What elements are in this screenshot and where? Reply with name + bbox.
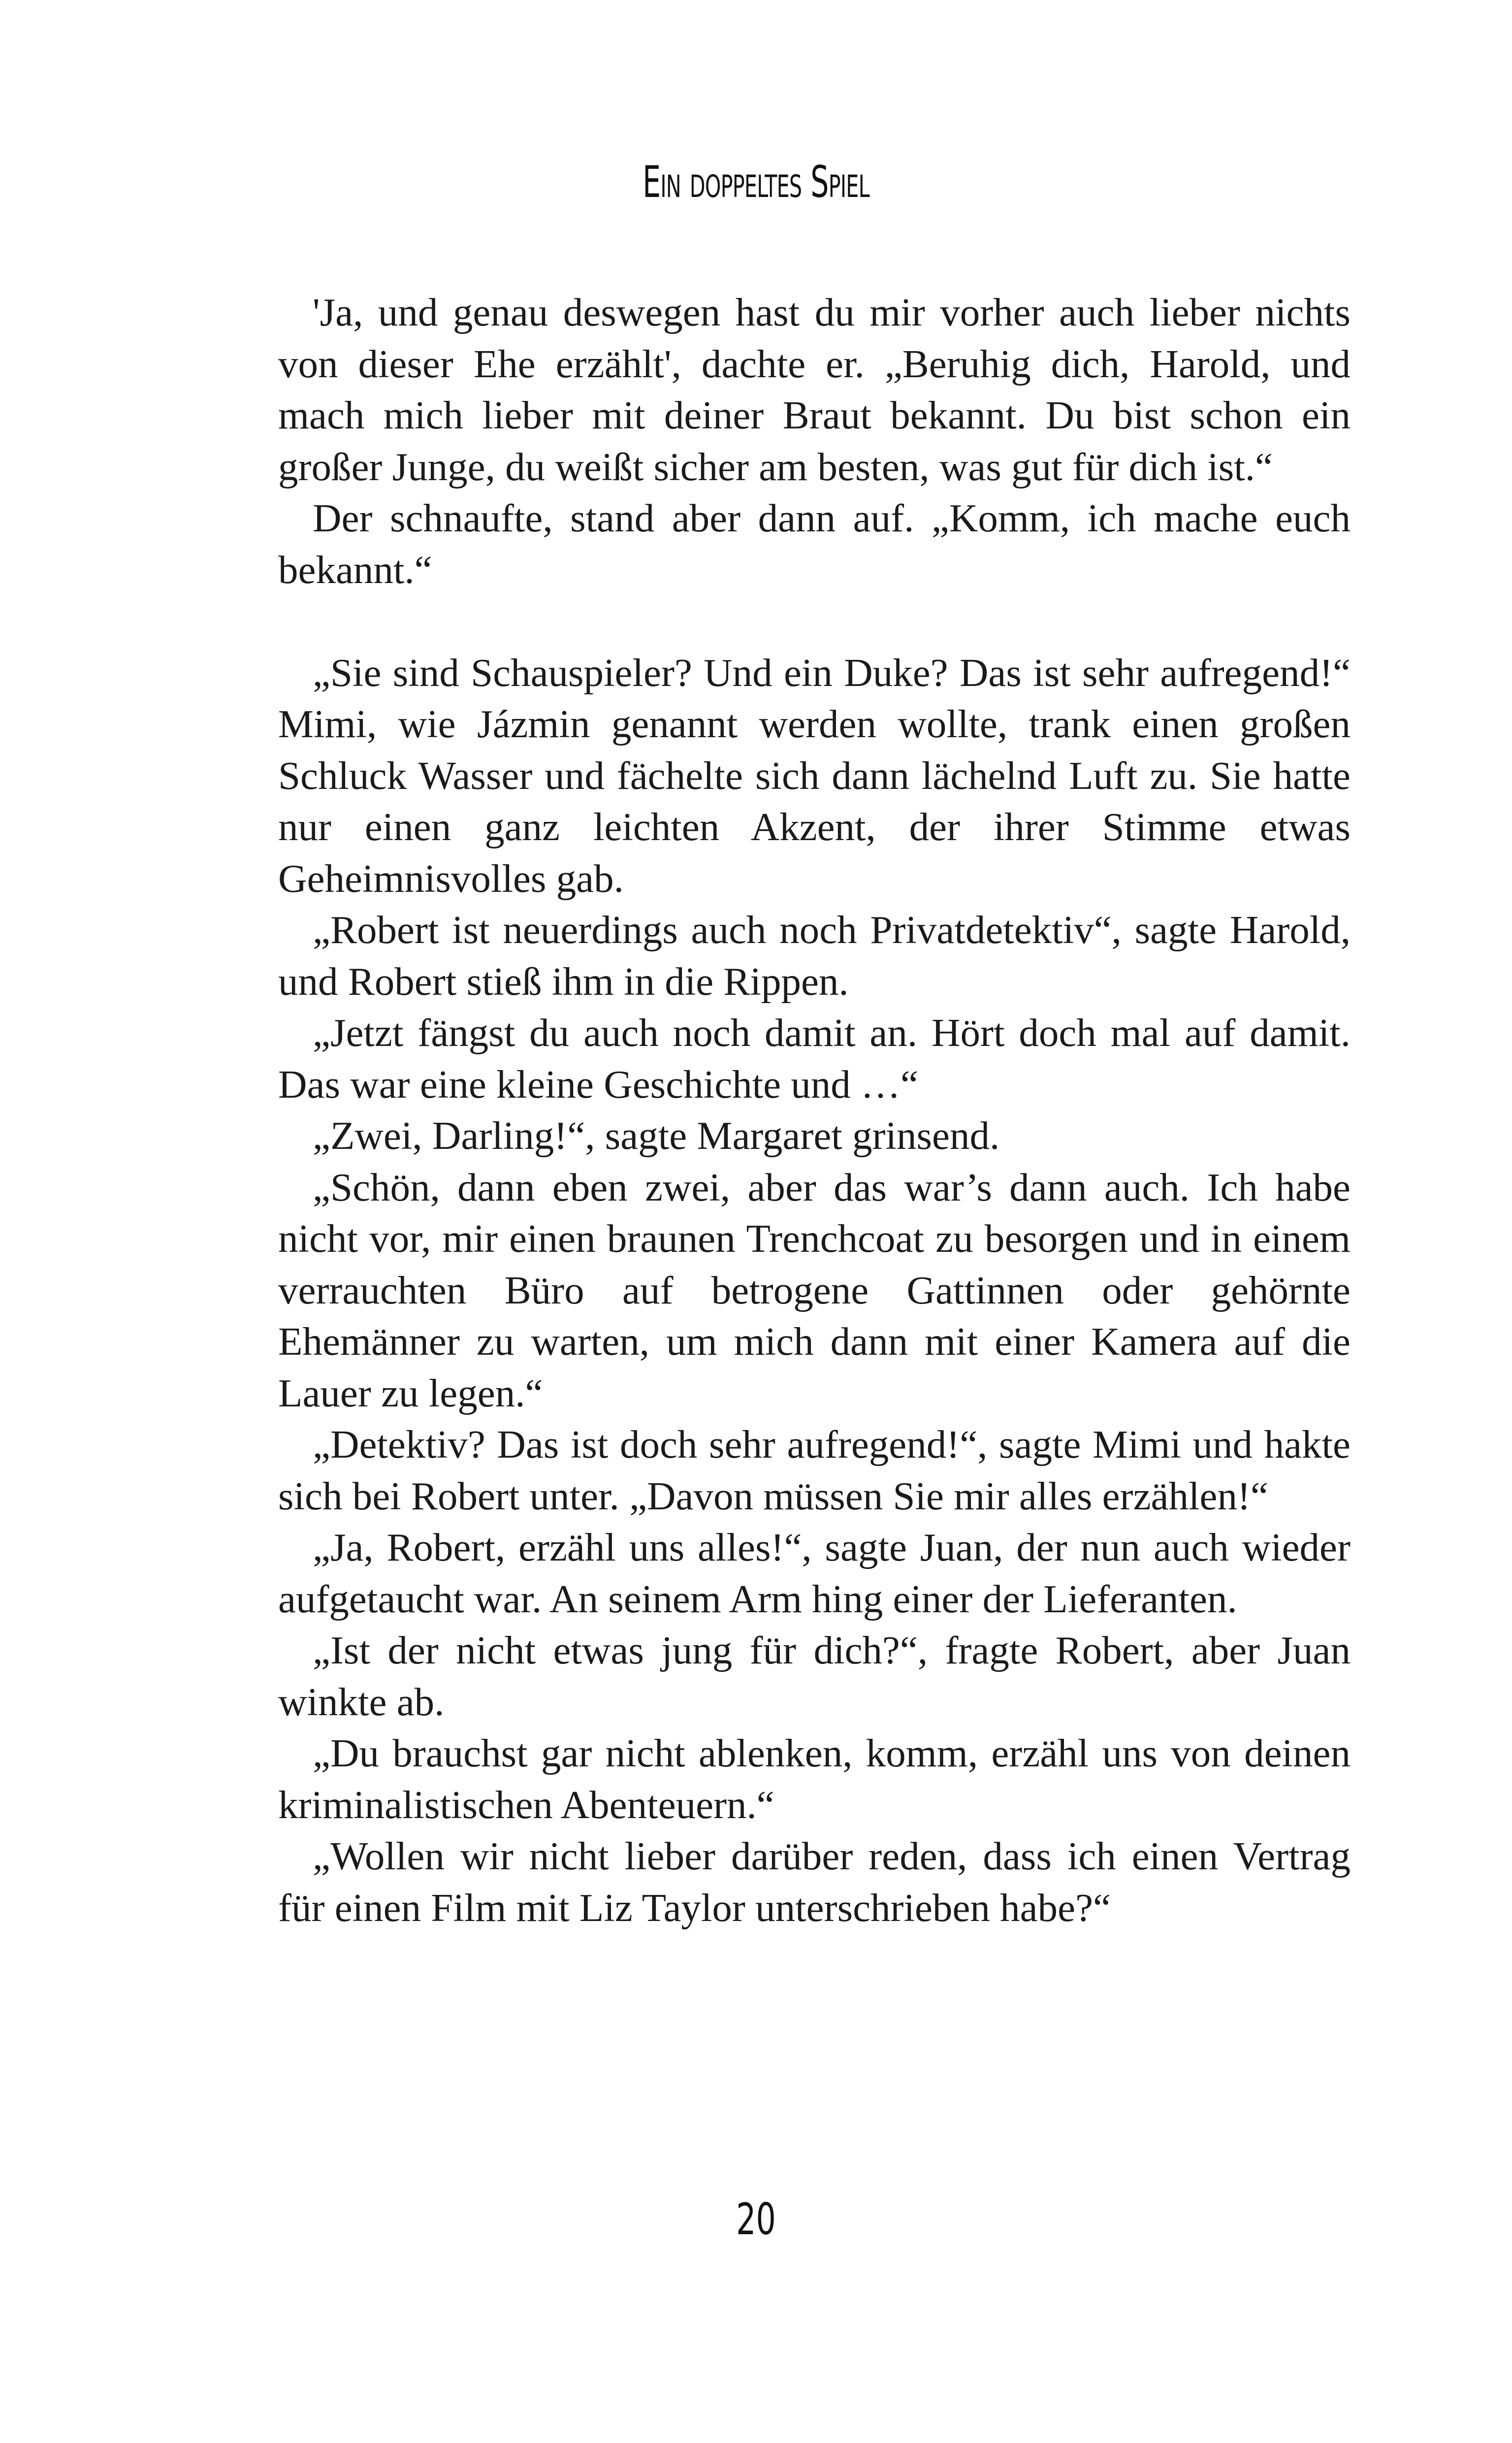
paragraph: 'Ja, und genau deswegen hast du mir vorher auch lieber nichts von dieser Ehe erzählt', dachte er. „Beruhig dich, Harold, und mach mich lieber mit deiner Braut bekannt. Du bist schon ein großer Junge, du weißt sicher am besten, was gut für dich ist.“ bbox=[278, 290, 1351, 489]
paragraph: „Sie sind Schauspieler? Und ein Duke? Das ist sehr aufregend!“ Mimi, wie Jázmin genannt werden wollte, trank einen großen Schluck Wasser und fächelte sich dann lächelnd Luft zu. Sie hatte nur einen ganz leichten Akzent, der ihrer Stimme etwas Geheimnisvolles gab. bbox=[278, 650, 1351, 901]
paragraph: „Ja, Robert, erzähl uns alles!“, sagte Juan, der nun auch wieder aufgetaucht war. An seinem Arm hing einer der Lieferanten. bbox=[278, 1525, 1351, 1621]
paragraph: „Robert ist neuerdings auch noch Privatdetektiv“, sagte Harold, und Robert stieß ihm in die Rippen. bbox=[278, 908, 1351, 1004]
paragraph: „Du brauchst gar nicht ablenken, komm, erzähl uns von deinen kriminalistischen Abenteuern.“ bbox=[278, 1731, 1351, 1827]
paragraph: „Jetzt fängst du auch noch damit an. Hört doch mal auf damit. Das war eine kleine Geschichte und …“ bbox=[278, 1010, 1351, 1107]
paragraph: Der schnaufte, stand aber dann auf. „Komm, ich mache euch bekannt.“ bbox=[278, 496, 1351, 592]
running-head-title: Ein doppeltes Spiel bbox=[643, 157, 869, 207]
page-number: 20 bbox=[736, 2194, 776, 2245]
body-text bbox=[278, 287, 1351, 1933]
paragraph: „Schön, dann eben zwei, aber das war’s dann auch. Ich habe nicht vor, mir einen braunen Trenchcoat zu besorgen und in einem verrauchten Büro auf betrogene Gattinnen oder gehörnte Ehemänner zu warten, um mich dann mit einer Kamera auf die Lauer zu legen.“ bbox=[278, 1165, 1351, 1415]
paragraph: „Detektiv? Das ist doch sehr aufregend!“, sagte Mimi und hakte sich bei Robert unter. „Davon müssen Sie mir alles erzählen!“ bbox=[278, 1422, 1351, 1518]
section-break bbox=[278, 595, 1351, 647]
paragraph: „Ist der nicht etwas jung für dich?“, fragte Robert, aber Juan winkte ab. bbox=[278, 1628, 1351, 1724]
paragraph: „Zwei, Darling!“, sagte Margaret grinsend. bbox=[313, 1113, 1000, 1158]
paragraph: „Wollen wir nicht lieber darüber reden, dass ich einen Vertrag für einen Film mit Liz Taylor unterschrieben habe?“ bbox=[278, 1834, 1351, 1930]
